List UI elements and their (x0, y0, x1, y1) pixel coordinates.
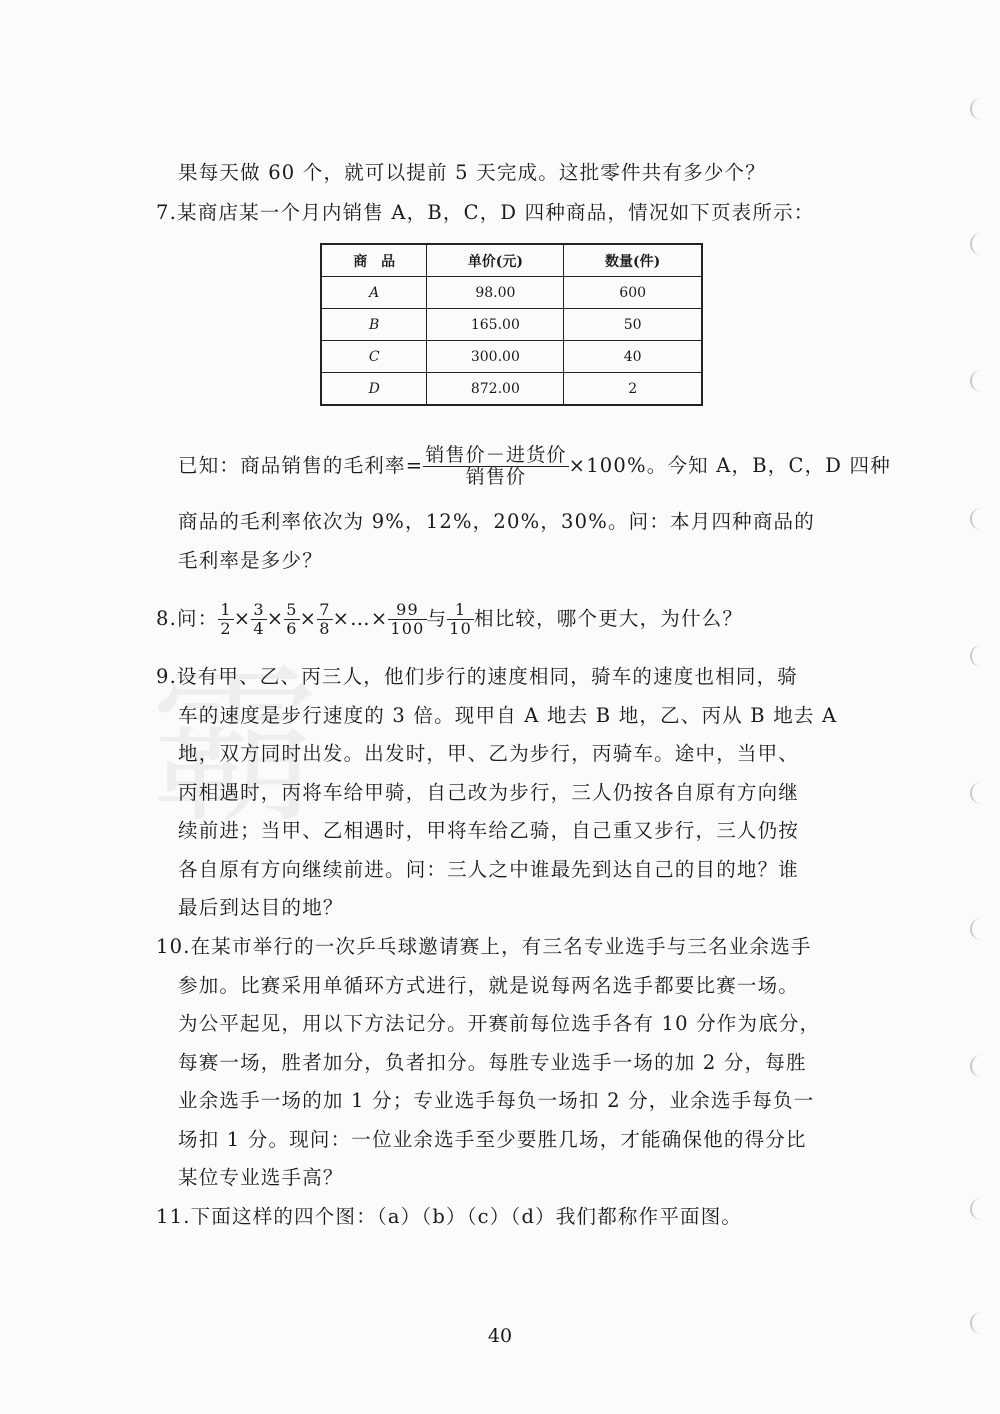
cell-price: 300.00 (427, 341, 564, 373)
cell-price: 872.00 (427, 373, 564, 406)
numerator: 1 (447, 601, 474, 620)
denominator: 6 (286, 619, 298, 638)
table-row (321, 277, 702, 309)
fraction (447, 601, 474, 637)
q11-line: 11.下面这样的四个图：（a）（b）（c）（d）我们都称作平面图。 (156, 1205, 743, 1228)
q7-line-3: 商品的毛利率依次为 9%，12%，20%，30%。问：本月四种商品的 (178, 510, 815, 533)
table-header-row (321, 244, 702, 277)
cell-name: A (321, 277, 427, 309)
formula-denominator: 销售价 (465, 466, 527, 488)
binding-mark (970, 1198, 986, 1220)
cell-name: C (321, 341, 427, 373)
q10-line: 每赛一场，胜者加分，负者扣分。每胜专业选手一场的加 2 分，每胜 (178, 1051, 807, 1074)
denominator: 10 (449, 619, 472, 638)
page-number: 40 (487, 1325, 513, 1347)
fraction (317, 601, 332, 637)
q10-line: 某位专业选手高？ (178, 1166, 344, 1189)
binding-mark (970, 370, 986, 392)
goods-table (320, 243, 703, 406)
q8-suffix: 相比较，哪个更大，为什么？ (474, 607, 744, 630)
times-sign: × (233, 607, 252, 630)
denominator: 100 (390, 619, 425, 638)
fraction (388, 601, 426, 637)
cell-name: D (321, 373, 427, 406)
q9-line: 各自原有方向继续前进。问：三人之中谁最先到达自己的目的地？谁 (178, 858, 800, 881)
q9-line: 最后到达目的地？ (178, 896, 344, 919)
q10-line: 业余选手一场的加 1 分；专业选手每负一场扣 2 分，业余选手每负一 (178, 1089, 815, 1112)
cell-qty: 50 (564, 309, 702, 341)
numerator: 99 (388, 601, 426, 620)
numerator: 1 (220, 600, 232, 620)
times-sign: × (299, 607, 318, 630)
cell-price: 165.00 (427, 309, 564, 341)
cell-qty: 40 (564, 341, 702, 373)
table-row (321, 341, 702, 373)
q7-line-4: 毛利率是多少？ (178, 549, 323, 572)
q9-line: 地，双方同时出发。出发时，甲、乙为步行，丙骑车。途中，当甲、 (178, 742, 800, 765)
binding-mark (970, 1055, 986, 1077)
denominator: 2 (220, 619, 232, 638)
table-row (321, 309, 702, 341)
q8-line (156, 594, 836, 644)
binding-mark (970, 508, 986, 530)
watermark-glyph: 霸 (150, 649, 321, 847)
denominator: 8 (319, 619, 331, 638)
fraction (284, 601, 299, 637)
header-unit-price: 单价(元) (427, 244, 564, 277)
fraction (251, 601, 266, 637)
q7-formula-line (178, 440, 891, 492)
numerator: 5 (286, 600, 298, 620)
binding-mark (970, 918, 986, 940)
q10-line: 10.在某市举行的一次乒乓球邀请赛上，有三名专业选手与三名业余选手 (156, 935, 812, 958)
q10-line: 参加。比赛采用单循环方式进行，就是说每两名选手都要比赛一场。 (178, 974, 800, 997)
cell-price: 98.00 (427, 277, 564, 309)
ellipsis: ×…× (332, 607, 389, 630)
q10-line: 为公平起见，用以下方法记分。开赛前每位选手各有 10 分作为底分， (178, 1012, 821, 1035)
fraction (218, 601, 233, 637)
intro-line: 果每天做 60 个，就可以提前 5 天完成。这批零件共有多少个？ (178, 161, 766, 184)
cell-qty: 2 (564, 373, 702, 406)
q9-line: 9.设有甲、乙、丙三人，他们步行的速度相同，骑车的速度也相同，骑 (156, 665, 799, 688)
numerator: 3 (253, 600, 265, 620)
margin-formula-fraction (423, 445, 568, 488)
q9-line: 丙相遇时，丙将车给甲骑，自己改为步行，三人仍按各自原有方向继 (178, 781, 800, 804)
formula-numerator: 销售价－进货价 (425, 444, 567, 467)
cell-name: B (321, 309, 427, 341)
header-quantity: 数量(件) (564, 244, 702, 277)
q9-line: 车的速度是步行速度的 3 倍。现甲自 A 地去 B 地，乙、丙从 B 地去 A (178, 704, 838, 727)
q8-prefix: 8.问： (156, 607, 219, 630)
q10-line: 场扣 1 分。现问：一位业余选手至少要胜几场，才能确保他的得分比 (178, 1128, 807, 1151)
formula-suffix: ×100%。今知 A，B，C，D 四种 (568, 454, 891, 477)
binding-mark (970, 98, 986, 120)
header-goods: 商 品 (321, 244, 427, 277)
times-sign: × (266, 607, 285, 630)
denominator: 4 (253, 619, 265, 638)
binding-mark (970, 233, 986, 255)
cell-qty: 600 (564, 277, 702, 309)
binding-mark (970, 782, 986, 804)
binding-mark (970, 645, 986, 667)
q9-line: 续前进；当甲、乙相遇时，甲将车给乙骑，自己重又步行，三人仍按 (178, 819, 800, 842)
numerator: 7 (319, 600, 331, 620)
q7-line-1: 7.某商店某一个月内销售 A，B，C，D 四种商品，情况如下页表所示： (156, 201, 815, 224)
table-row (321, 373, 702, 406)
q8-with: 与 (426, 607, 448, 630)
formula-prefix: 已知：商品销售的毛利率= (178, 454, 424, 477)
